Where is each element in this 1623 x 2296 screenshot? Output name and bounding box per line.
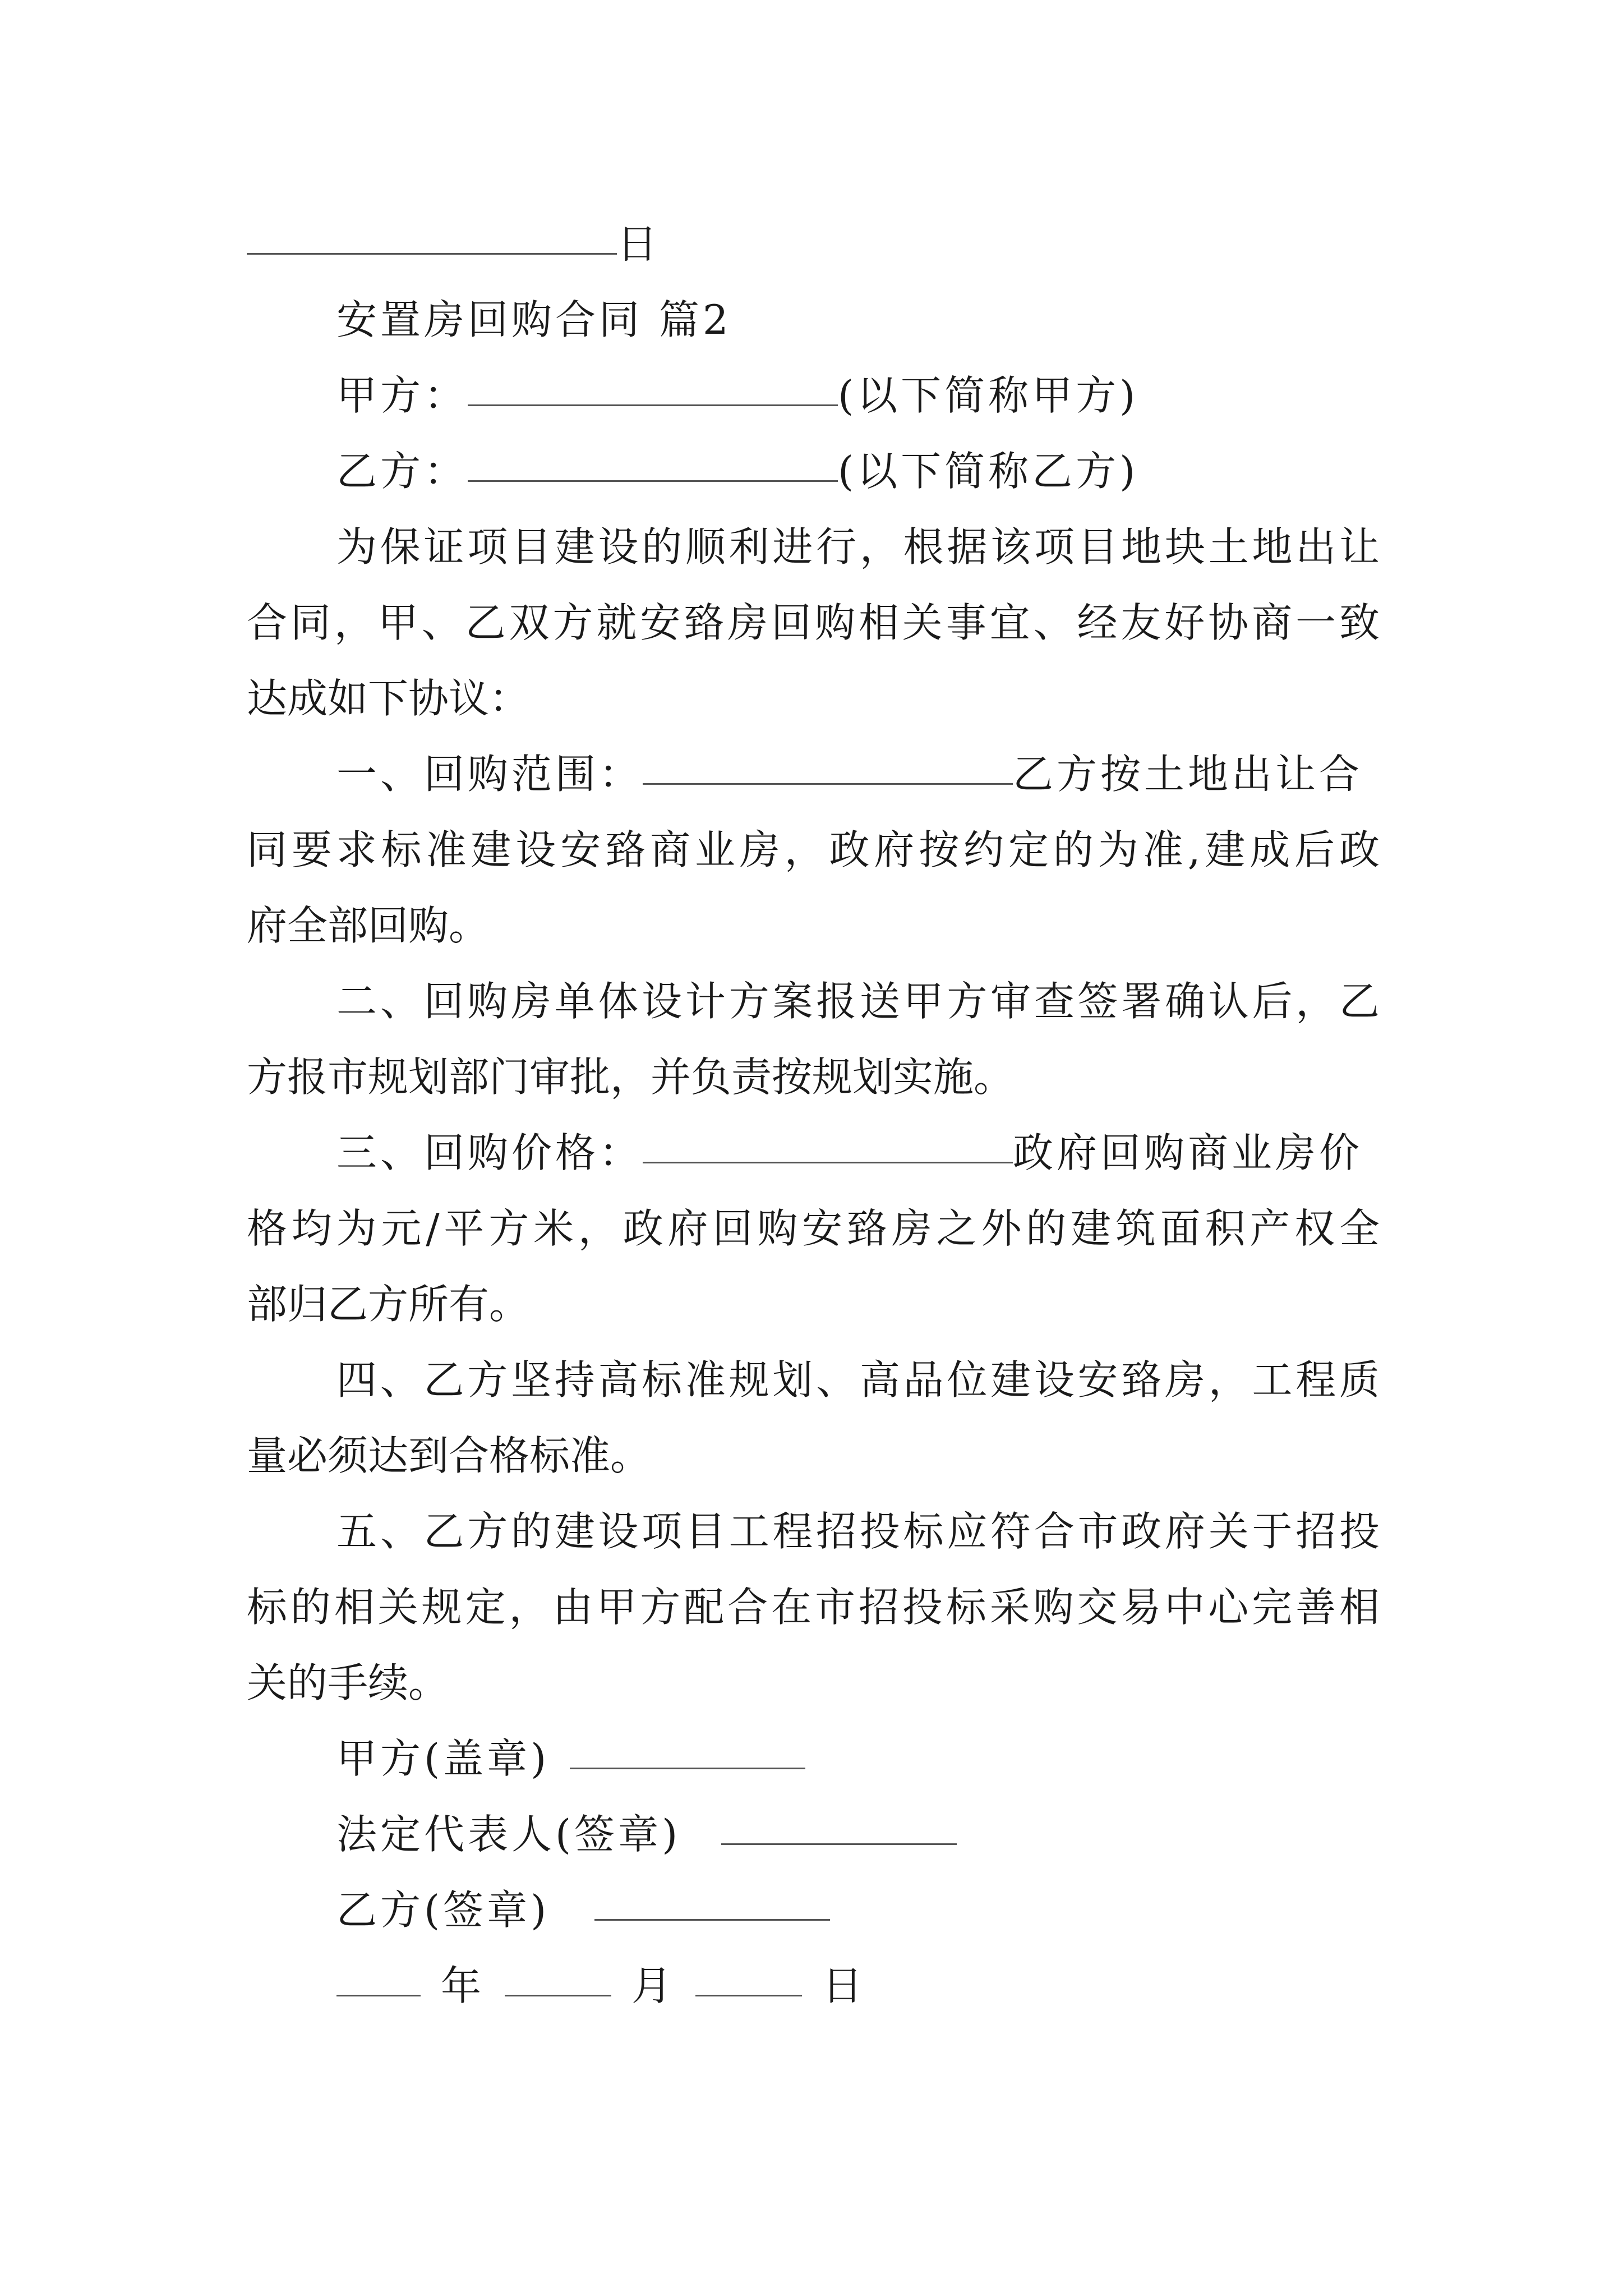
party-b-label: 乙方：: [336, 448, 468, 495]
clause-3-suffix: 政府回购商业房价: [1013, 1129, 1363, 1176]
party-b-seal-line: [0, 1882, 1623, 1938]
party-a-label: 甲方：: [336, 372, 468, 419]
clause-2-line-1: 二、回购房单体设计方案报送甲方审查签署确认后，乙: [336, 978, 1380, 1025]
top-date-line: [0, 216, 1623, 272]
month-label: 月: [631, 1962, 676, 2009]
clause-4-line-2: 量必须达到合格标准。: [247, 1432, 651, 1479]
intro-line-1: 为保证项目建设的顺利进行，根据该项目地块土地出让: [336, 523, 1380, 570]
party-b-line: [0, 443, 1623, 499]
day-label-bottom: 日: [822, 1962, 866, 2009]
legal-rep-blank[interactable]: [721, 1806, 957, 1845]
party-b-note: (以下简称乙方): [838, 448, 1139, 495]
legal-rep-label: 法定代表人(签章): [336, 1811, 681, 1858]
clause-3-line-1: [0, 1125, 1623, 1181]
party-b-seal-label: 乙方(签章): [336, 1887, 550, 1934]
date-line: [0, 1958, 1623, 2014]
day-blank[interactable]: [695, 1958, 802, 1996]
year-blank[interactable]: [336, 1958, 421, 1996]
party-b-seal-blank[interactable]: [594, 1882, 830, 1921]
clause-1-line-2: 同要求标准建设安臵商业房，政府按约定的为准,建成后政: [247, 826, 1380, 873]
party-a-seal-blank[interactable]: [570, 1731, 805, 1769]
intro-line-2: 合同，甲、乙双方就安臵房回购相关事宜、经友好协商一致: [247, 599, 1380, 646]
clause-1-line-1: [0, 746, 1623, 802]
clause-5-line-2: 标的相关规定，由甲方配合在市招投标采购交易中心完善相: [247, 1584, 1380, 1631]
intro-line-3: 达成如下协议：: [247, 675, 530, 722]
clause-1-line-3: 府全部回购。: [247, 902, 490, 949]
clause-1-prefix: 一、回购范围：: [336, 751, 643, 798]
party-a-seal-line: [0, 1731, 1623, 1787]
clause-3-prefix: 三、回购价格：: [336, 1129, 643, 1176]
party-a-line: [0, 367, 1623, 424]
party-a-note: (以下简称甲方): [838, 372, 1139, 419]
clause-1-suffix: 乙方按土地出让合: [1013, 751, 1363, 798]
party-b-blank[interactable]: [468, 443, 838, 482]
clause-5-line-1: 五、乙方的建设项目工程招投标应符合市政府关于招投: [336, 1508, 1380, 1555]
legal-rep-line: [0, 1806, 1623, 1862]
clause-3-line-3: 部归乙方所有。: [247, 1281, 530, 1328]
day-label: 日: [617, 220, 661, 268]
clause-1-blank[interactable]: [643, 746, 1013, 785]
clause-4-line-1: 四、乙方坚持高标准规划、高品位建设安臵房，工程质: [336, 1356, 1380, 1404]
clause-3-blank[interactable]: [643, 1125, 1013, 1163]
party-a-seal-label: 甲方(盖章): [336, 1735, 550, 1782]
blank-field[interactable]: [247, 216, 617, 255]
clause-3-line-2: 格均为元/平方米，政府回购安臵房之外的建筑面积产权全: [247, 1205, 1380, 1252]
clause-2-line-2: 方报市规划部门审批，并负责按规划实施。: [247, 1053, 1015, 1101]
year-label: 年: [441, 1962, 485, 2009]
section-title: 安置房回购合同 篇2: [336, 296, 732, 343]
party-a-blank[interactable]: [468, 367, 838, 406]
clause-5-line-3: 关的手续。: [247, 1659, 449, 1706]
month-blank[interactable]: [505, 1958, 611, 1996]
